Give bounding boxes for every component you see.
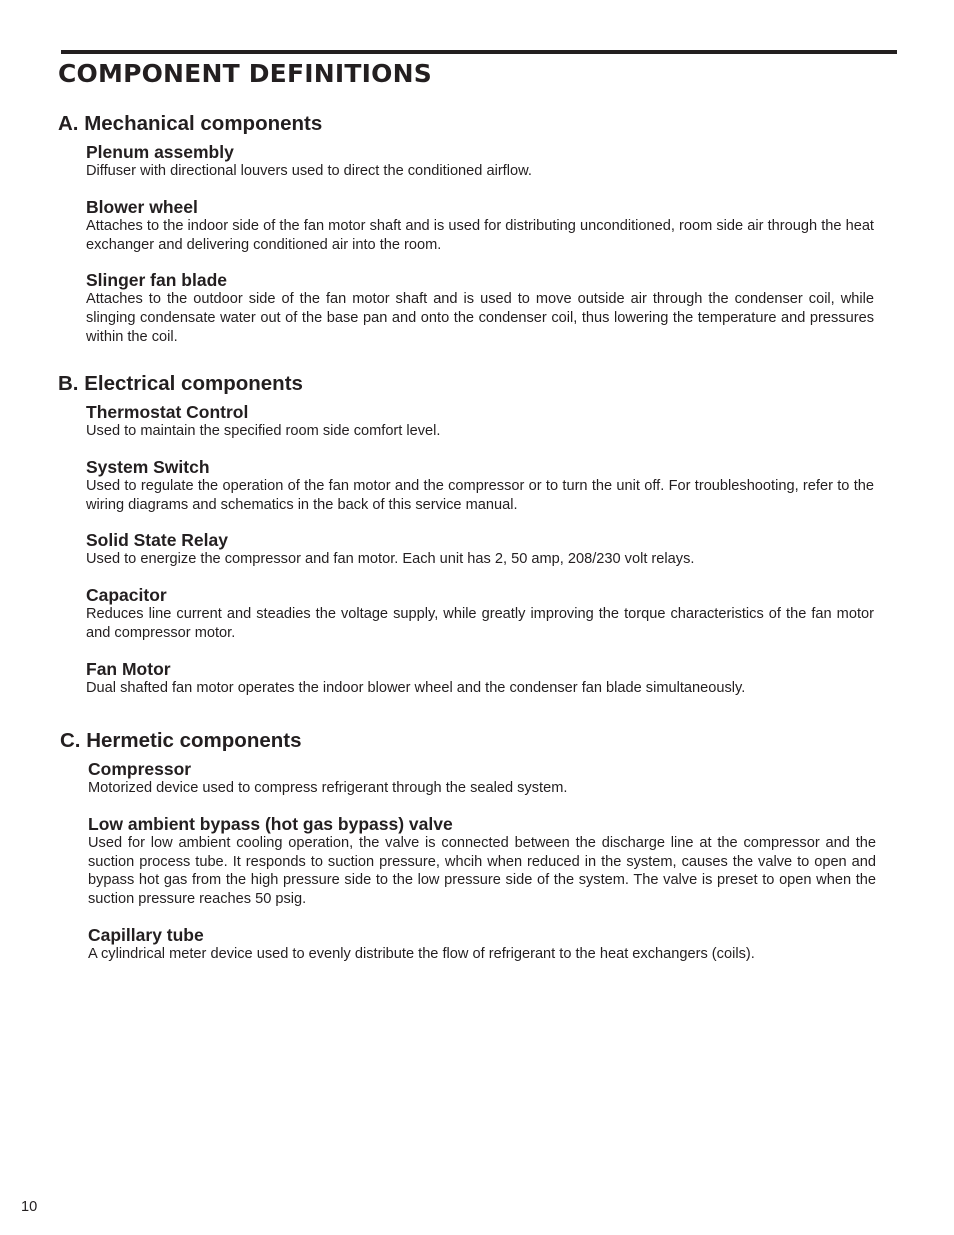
definition-item [86,402,874,441]
item-title: Capillary tube [88,924,204,945]
definition-item [86,197,874,255]
definition-item [86,585,874,643]
definition-item [86,659,874,698]
item-title: Capacitor [86,585,167,606]
section-heading: C. Hermetic components [60,729,302,752]
item-title: Compressor [88,759,192,779]
item-description: Used to maintain the specified room side comfort level. [86,423,441,439]
page-number: 10 [21,1199,38,1215]
section-electrical [58,372,874,698]
definition-item [86,142,874,181]
section-hermetic [60,729,876,964]
item-description: A cylindrical meter device used to evenly distribute the flow of refrigerant to the heat exchangers (coils). [88,945,755,962]
item-description: Reduces line current and steadies the voltage supply, while greatly improving the torque characteristics of the fan motor and compressor motor. [86,606,874,641]
item-title: Low ambient bypass (hot gas bypass) valve [88,813,453,834]
item-description: Dual shafted fan motor operates the indoor blower wheel and the condenser fan blade simultaneously. [86,679,746,696]
item-description: Attaches to the outdoor side of the fan motor shaft and is used to move outside air through the condenser coil, while slinging condensate water out of the base pan and onto the condenser coil, thus lowering the temperature and pressures within the coil. [86,291,874,345]
definition-item [86,530,874,569]
item-title: Plenum assembly [86,142,234,162]
item-title: Slinger fan blade [86,270,227,291]
section-heading: A. Mechanical components [58,112,323,135]
item-title: Solid State Relay [86,530,228,551]
definition-item [86,270,874,346]
item-description: Used to energize the compressor and fan motor. Each unit has 2, 50 amp, 208/230 volt relays. [86,551,695,568]
section-heading: B. Electrical components [58,372,303,395]
item-title: Fan Motor [86,658,171,679]
item-description: Used to regulate the operation of the fan motor and the compressor or to turn the unit off. For troubleshooting, refer to the wiring diagrams and schematics in the back of this service manual. [86,477,874,513]
definition-item [88,759,876,798]
item-description: Diffuser with directional louvers used to direct the conditioned airflow. [86,163,532,179]
item-title: System Switch [86,456,210,477]
item-description: Attaches to the indoor side of the fan motor shaft and is used for distributing unconditioned, room side air through the heat exchanger and delivering conditioned air into the room. [86,217,874,253]
item-description: Motorized device used to compress refrigerant through the sealed system. [88,780,568,796]
definition-item [88,814,876,909]
item-description: Used for low ambient cooling operation, the valve is connected between the discharge line at the compressor and the suction process tube. It responds to suction pressure, whcih when reduced in the system, causes the valve to open and bypass hot gas from the high pressure side to the low pressure side of the system. The valve is preset to open when the suction pressure reaches 50 psig. [88,834,876,908]
section-mechanical [58,112,874,347]
top-rule [61,50,897,54]
page-title: COMPONENT DEFINITIONS [58,59,432,88]
item-title: Blower wheel [86,196,198,217]
definition-item [88,925,876,964]
item-title: Thermostat Control [86,402,249,422]
definition-item [86,457,874,515]
